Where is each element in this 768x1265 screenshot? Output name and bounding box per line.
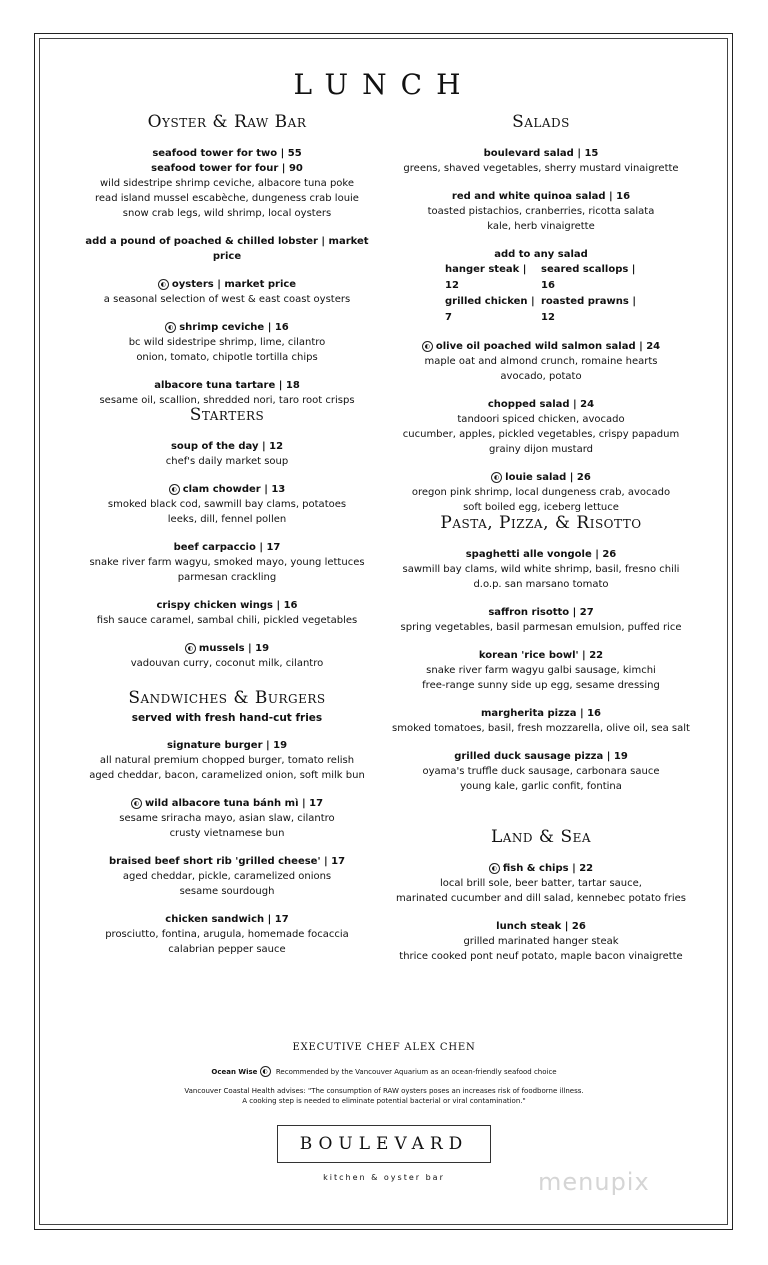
item-description: calabrian pepper sauce (168, 944, 286, 955)
item-name: braised beef short rib 'grilled cheese' | 17 (108, 856, 346, 867)
item-description: marinated cucumber and dill salad, kennebec potato fries (396, 893, 686, 904)
item-description: smoked tomatoes, basil, fresh mozzarella, olive oil, sea salt (392, 723, 690, 734)
item-name: ◐ clam chowder | 13 (75, 482, 379, 497)
item-description: d.o.p. san marsano tomato (473, 579, 609, 590)
item-description: sesame sourdough (179, 886, 275, 897)
item-description: chef's daily market soup (165, 456, 289, 467)
ocean-wise-fish-icon: ◐ (131, 798, 142, 809)
item-description: prosciutto, fontina, arugula, homemade focaccia (105, 929, 349, 940)
item-name: grilled duck sausage pizza | 19 (454, 751, 628, 762)
item-description: bc wild sidestripe shrimp, lime, cilantro (128, 337, 326, 348)
logo-tagline: kitchen & oyster bar (323, 1173, 445, 1182)
menu-item (75, 598, 379, 628)
item-name: seafood tower for four | 90 (151, 163, 303, 174)
item-description: vadouvan curry, coconut milk, cilantro (130, 658, 324, 669)
menu-item (75, 234, 379, 264)
addon-row (389, 294, 693, 326)
addon-item: hanger steak | 12 (445, 264, 527, 291)
item-name: ◐ olive oil poached wild salmon salad | 24 (389, 339, 693, 354)
section-heading: Sandwiches & Burgers (128, 688, 326, 708)
item-description: kale, herb vinaigrette (487, 221, 595, 232)
menu-item (75, 738, 379, 783)
section-heading: Salads (512, 112, 570, 132)
item-name: lunch steak | 26 (496, 921, 586, 932)
health-line: Vancouver Coastal Health advises: "The consumption of RAW oysters poses an increases risk of foodborne illness. (184, 1087, 584, 1095)
section-pasta-pizza-risotto (389, 513, 693, 807)
ocean-wise-note (0, 1066, 768, 1077)
menu-item (389, 189, 693, 234)
menu-item (75, 482, 379, 527)
item-description: sawmill bay clams, wild white shrimp, basil, fresno chili (402, 564, 680, 575)
ocean-wise-fish-icon: ◐ (260, 1066, 271, 1077)
section-sandwiches-burgers (75, 688, 379, 970)
menu-item (75, 378, 379, 408)
item-description: snow crab legs, wild shrimp, local oysters (122, 208, 332, 219)
item-description: thrice cooked pont neuf potato, maple bacon vinaigrette (399, 951, 683, 962)
menu-item (389, 919, 693, 964)
section-subtitle: served with fresh hand-cut fries (131, 712, 323, 724)
item-name: saffron risotto | 27 (488, 607, 594, 618)
item-description: greens, shaved vegetables, sherry mustard vinaigrette (403, 163, 679, 174)
menu-item (389, 861, 693, 906)
addon-row (389, 262, 693, 294)
section-oyster-raw-bar (75, 112, 379, 421)
section-salads (389, 112, 693, 528)
item-name: ◐ louie salad | 26 (389, 470, 693, 485)
menu-item (75, 540, 379, 585)
menu-item (389, 547, 693, 592)
item-description: toasted pistachios, cranberries, ricotta salata (427, 206, 655, 217)
menu-item (389, 470, 693, 515)
item-description: spring vegetables, basil parmesan emulsion, puffed rice (400, 622, 682, 633)
item-name: boulevard salad | 15 (483, 148, 599, 159)
ocean-wise-fish-icon: ◐ (422, 341, 433, 352)
addon-item: seared scallops | 16 (541, 264, 636, 291)
item-description: cucumber, apples, pickled vegetables, crispy papadum (402, 429, 680, 440)
item-description: wild sidestripe shrimp ceviche, albacore tuna poke (99, 178, 355, 189)
item-name: crispy chicken wings | 16 (156, 600, 298, 611)
item-name: margherita pizza | 16 (480, 708, 602, 719)
salads-block (389, 112, 693, 234)
item-description: fish sauce caramel, sambal chili, pickled vegetables (96, 615, 358, 626)
menu-item (389, 706, 693, 736)
menu-item (75, 277, 379, 307)
item-description: grilled marinated hanger steak (463, 936, 619, 947)
item-description: avocado, potato (500, 371, 582, 382)
item-description: oregon pink shrimp, local dungeness crab, avocado (411, 487, 671, 498)
item-description: sesame oil, scallion, shredded nori, taro root crisps (99, 395, 355, 406)
section-heading: Oyster & Raw Bar (147, 112, 307, 132)
menu-item (75, 146, 379, 221)
item-name: ◐ oysters | market price (75, 277, 379, 292)
item-name: chopped salad | 24 (487, 399, 595, 410)
section-heading: Land & Sea (490, 827, 592, 847)
section-heading: Starters (189, 405, 265, 425)
menu-item (75, 439, 379, 469)
boulevard-logo: BOULEVARD (277, 1125, 491, 1163)
ocean-wise-fish-icon: ◐ (165, 322, 176, 333)
item-name: chicken sandwich | 17 (165, 914, 289, 925)
item-description: crusty vietnamese bun (169, 828, 285, 839)
addon-item: roasted prawns | 12 (541, 296, 636, 323)
menu-item (389, 749, 693, 794)
item-description: local brill sole, beer batter, tartar sauce, (440, 878, 642, 889)
item-name: ◐ mussels | 19 (75, 641, 379, 656)
item-name: soup of the day | 12 (170, 441, 284, 452)
item-name: korean 'rice bowl' | 22 (478, 650, 604, 661)
menu-item (75, 912, 379, 957)
ocean-wise-fish-icon: ◐ (491, 472, 502, 483)
ocean-wise-fish-icon: ◐ (185, 643, 196, 654)
item-description: parmesan crackling (177, 572, 277, 583)
menu-item (75, 641, 379, 671)
section-land-sea (389, 827, 693, 977)
ocean-wise-fish-icon: ◐ (489, 863, 500, 874)
ocean-wise-fish-icon: ◐ (158, 279, 169, 290)
item-description: young kale, garlic confit, fontina (460, 781, 622, 792)
item-description: oyama's truffle duck sausage, carbonara sauce (422, 766, 660, 777)
item-description: sesame sriracha mayo, asian slaw, cilantro (119, 813, 335, 824)
item-description: onion, tomato, chipotle tortilla chips (136, 352, 318, 363)
item-description: all natural premium chopped burger, tomato relish (99, 755, 355, 766)
item-name: ◐ wild albacore tuna bánh mì | 17 (75, 796, 379, 811)
watermark: menupix (538, 1168, 650, 1196)
menu-item (389, 648, 693, 693)
item-description: leeks, dill, fennel pollen (167, 514, 287, 525)
item-description: aged cheddar, pickle, caramelized onions (122, 871, 332, 882)
ocean-wise-fish-icon: ◐ (169, 484, 180, 495)
item-description: smoked black cod, sawmill bay clams, potatoes (107, 499, 347, 510)
item-name: albacore tuna tartare | 18 (154, 380, 300, 391)
executive-chef: EXECUTIVE CHEF ALEX CHEN (292, 1042, 476, 1053)
menu-item (389, 339, 693, 384)
health-line: A cooking step is needed to eliminate potential bacterial or viral contamination." (242, 1097, 526, 1105)
menu-item (389, 146, 693, 176)
item-description: aged cheddar, bacon, caramelized onion, soft milk bun (89, 770, 365, 781)
item-description: read island mussel escabèche, dungeness crab louie (95, 193, 359, 204)
item-description: snake river farm wagyu, smoked mayo, young lettuces (89, 557, 365, 568)
item-description: tandoori spiced chicken, avocado (457, 414, 625, 425)
addons-title: add to any salad (494, 249, 588, 260)
salads-more (389, 339, 693, 515)
menu-title: LUNCH (293, 68, 475, 101)
item-description: grainy dijon mustard (489, 444, 593, 455)
item-description: free-range sunny side up egg, sesame dressing (422, 680, 660, 691)
item-description: soft boiled egg, iceberg lettuce (463, 502, 619, 513)
menu-item (75, 796, 379, 841)
section-heading: Pasta, Pizza, & Risotto (440, 513, 642, 533)
menu-item (389, 397, 693, 457)
item-description: maple oat and almond crunch, romaine hearts (424, 356, 658, 367)
item-name: spaghetti alle vongole | 26 (465, 549, 617, 560)
item-name: ◐ shrimp ceviche | 16 (75, 320, 379, 335)
section-starters (75, 405, 379, 684)
item-name: signature burger | 19 (166, 740, 288, 751)
item-description: a seasonal selection of west & east coast oysters (103, 294, 351, 305)
menu-item (389, 605, 693, 635)
addon-item: grilled chicken | 7 (445, 296, 535, 323)
menu-item (75, 854, 379, 899)
ocean-wise-label: Ocean Wise (211, 1068, 258, 1076)
ocean-wise-text: Recommended by the Vancouver Aquarium as an ocean-friendly seafood choice (275, 1068, 557, 1076)
item-name: seafood tower for two | 55 (152, 148, 302, 159)
item-name: ◐ fish & chips | 22 (389, 861, 693, 876)
item-name: beef carpaccio | 17 (173, 542, 281, 553)
health-advisory (0, 1086, 768, 1106)
item-description: snake river farm wagyu galbi sausage, kimchi (426, 665, 656, 676)
menu-item (75, 320, 379, 365)
salad-addons (389, 247, 693, 326)
item-name: red and white quinoa salad | 16 (451, 191, 631, 202)
item-name: add a pound of poached & chilled lobster | market price (85, 236, 369, 262)
